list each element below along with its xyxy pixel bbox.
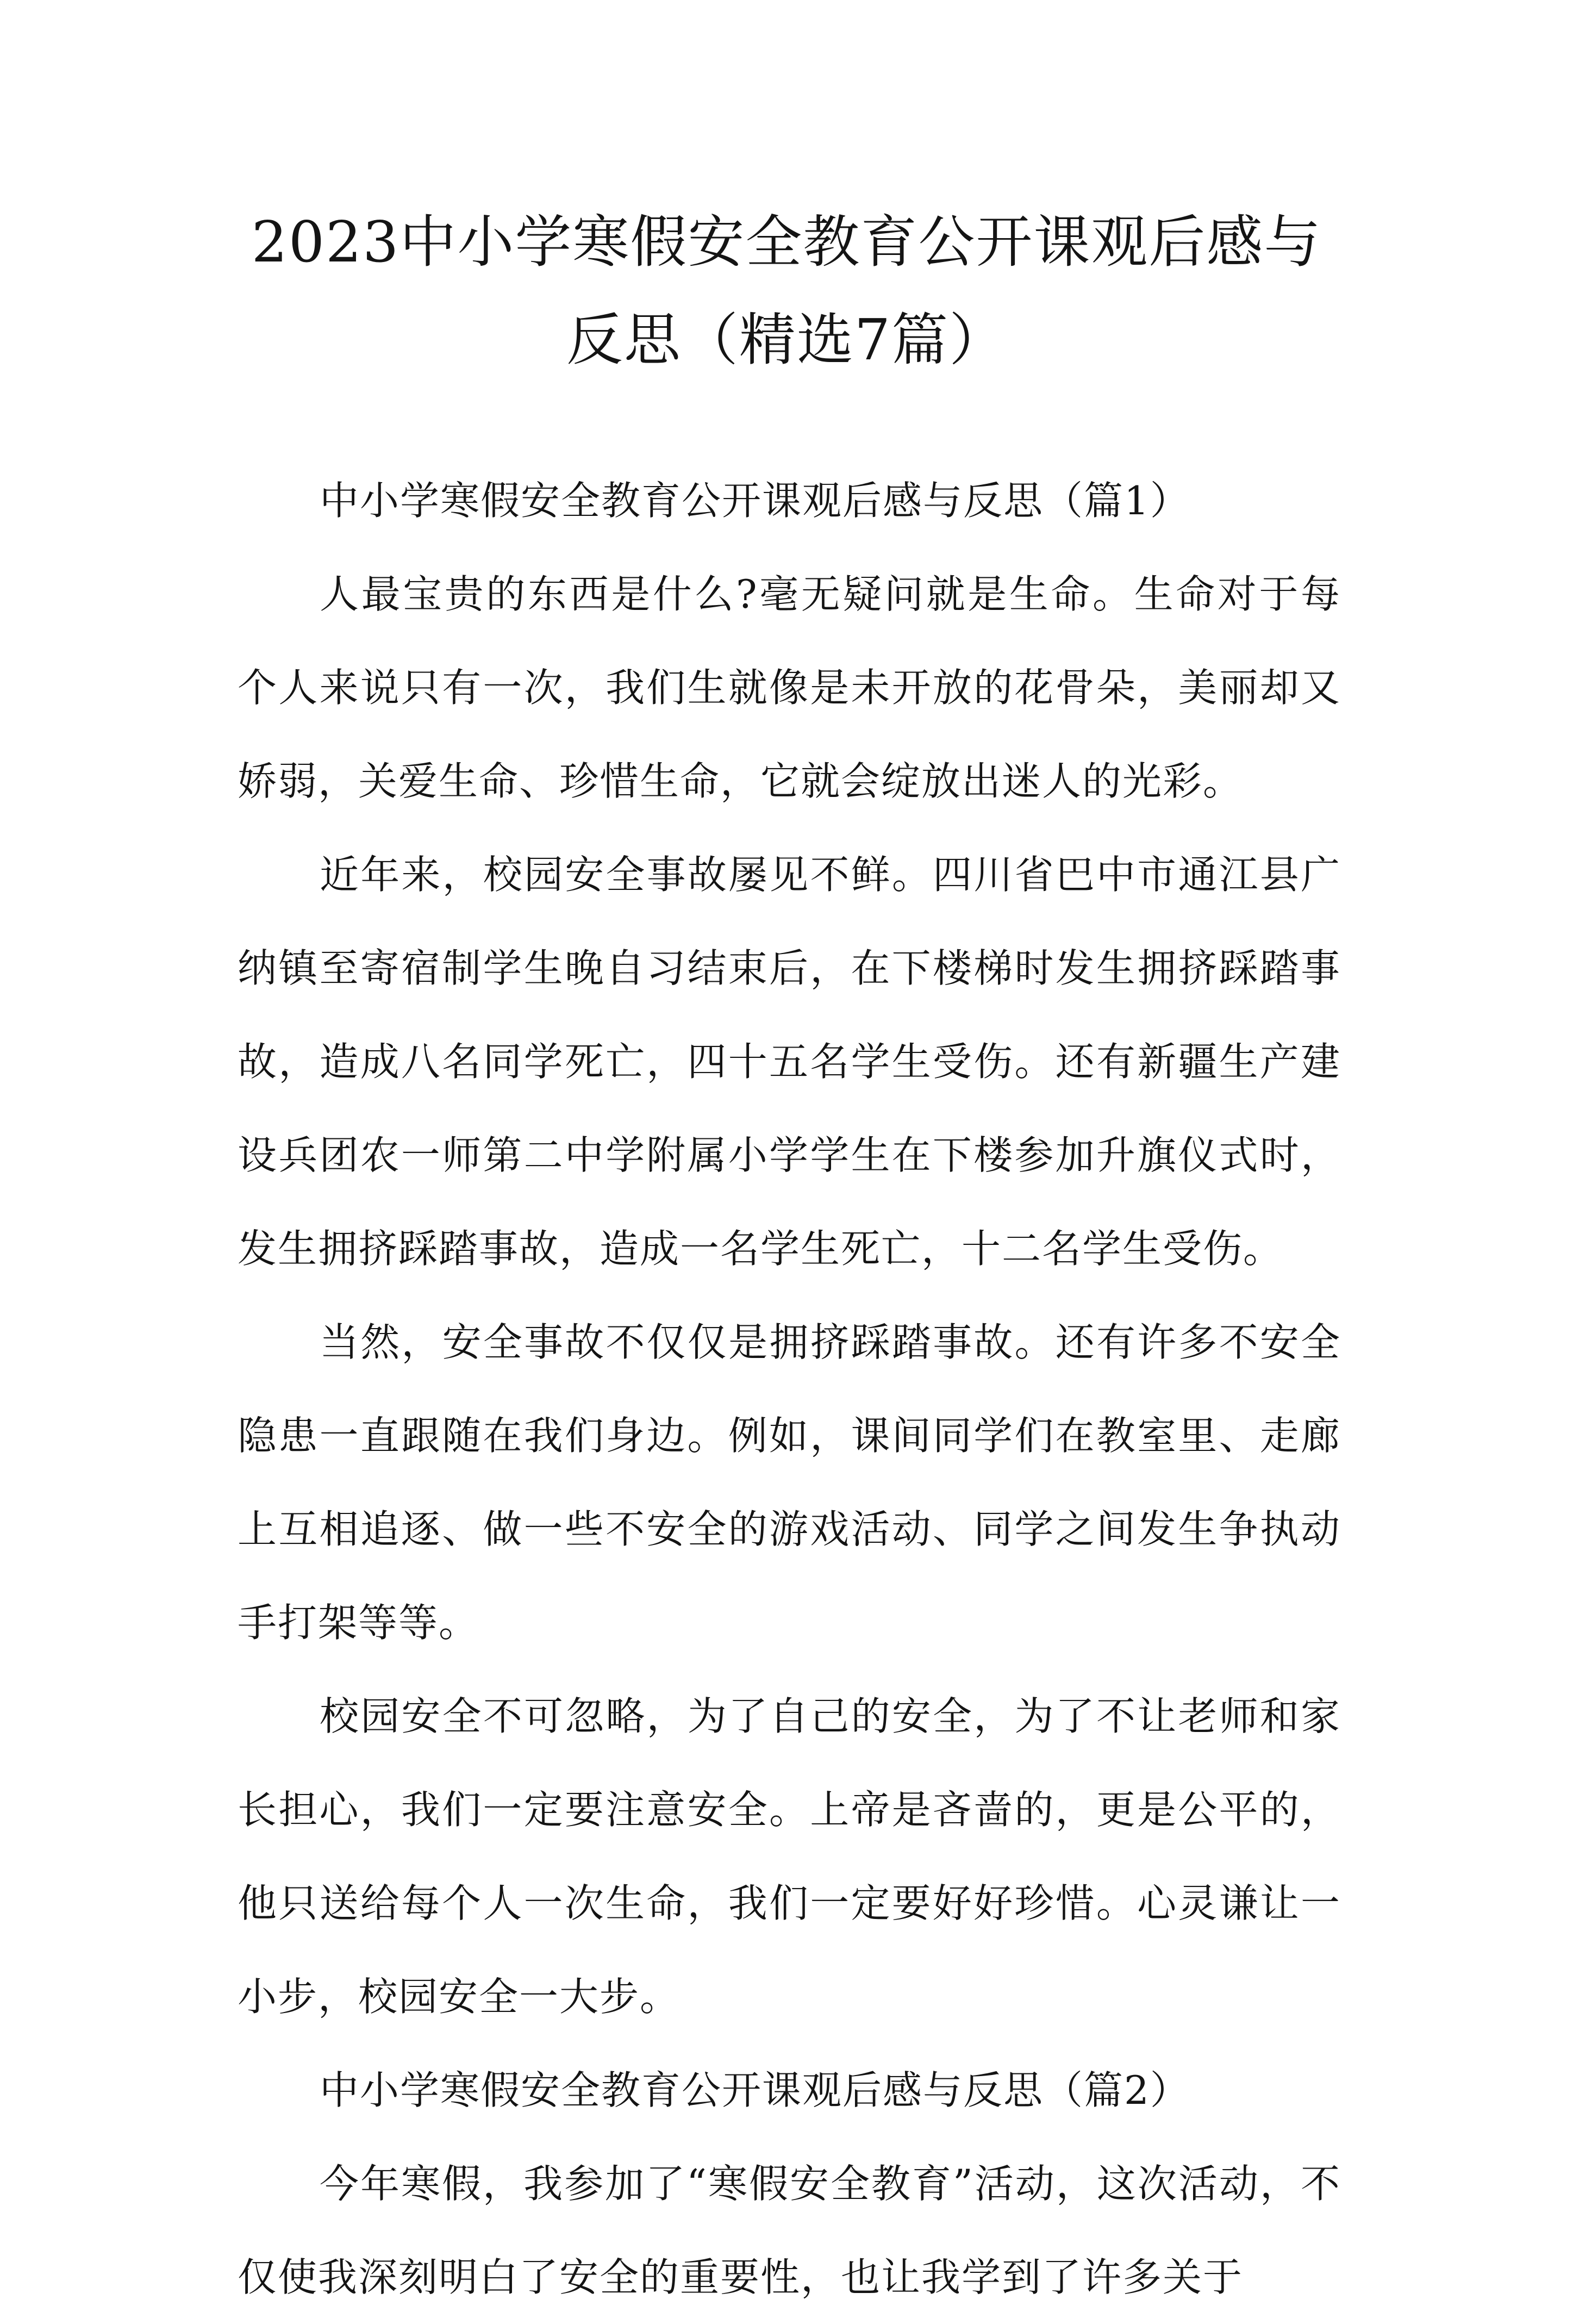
- paragraph-5: 今年寒假，我参加了“寒假安全教育”活动，这次活动，不仅使我深刻明白了安全的重要性，也让我学到了许多关于: [238, 2161, 1341, 2300]
- section-heading-2: 中小学寒假安全教育公开课观后感与反思（篇2）: [320, 2067, 1190, 2113]
- document-body: [238, 454, 1341, 2324]
- section-heading-1: 中小学寒假安全教育公开课观后感与反思（篇1）: [320, 478, 1190, 524]
- paragraph-1: 人最宝贵的东西是什么?毫无疑问就是生命。生命对于每个人来说只有一次，我们生就像是未开放的花骨朵，美丽却又娇弱，关爱生命、珍惜生命，它就会绽放出迷人的光彩。: [238, 571, 1341, 804]
- paragraph-3: 当然，安全事故不仅仅是拥挤踩踏事故。还有许多不安全隐患一直跟随在我们身边。例如，课间同学们在教室里、走廊上互相追逐、做一些不安全的游戏活动、同学之间发生争执动手打架等等。: [238, 1319, 1341, 1646]
- title-line-1: 2023中小学寒假安全教育公开课观后感与: [251, 209, 1322, 275]
- paragraph-4: 校园安全不可忽略，为了自己的安全，为了不让老师和家长担心，我们一定要注意安全。上帝是吝啬的，更是公平的，他只送给每个人一次生命，我们一定要好好珍惜。心灵谦让一小步，校园安全一大步。: [238, 1693, 1341, 2020]
- paragraph-2: 近年来，校园安全事故屡见不鲜。四川省巴中市通江县广纳镇至寄宿制学生晚自习结束后，在下楼梯时发生拥挤踩踏事故，造成八名同学死亡，四十五名学生受伤。还有新疆生产建设兵团农一师第二中学附属小学学生在下楼参加升旗仪式时，发生拥挤踩踏事故，造成一名学生死亡，十二名学生受伤。: [238, 852, 1341, 1272]
- title-line-2: 反思（精选7篇）: [566, 307, 1007, 373]
- document-title: [207, 193, 1366, 389]
